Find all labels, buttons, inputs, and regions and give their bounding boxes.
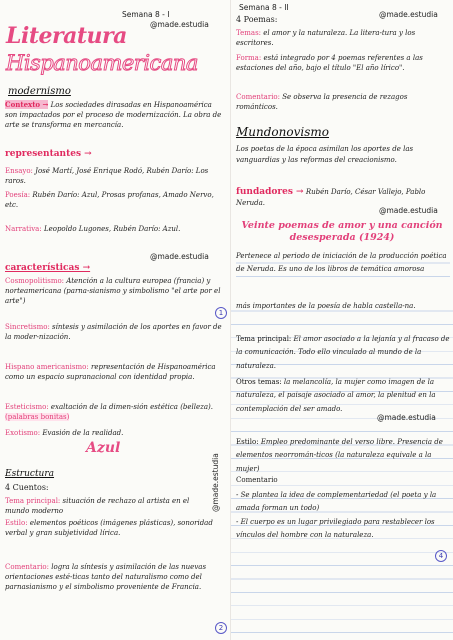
intro-continued: más importantes de la poesía de habla castella-na.	[236, 302, 416, 310]
watermark-vertical: @made.estudia	[211, 453, 220, 512]
poesia-block	[5, 190, 223, 210]
cuentos-label: 4 Cuentos:	[5, 483, 49, 492]
page-number-1: 1	[215, 307, 227, 319]
veinte-poemas-heading: Veinte poemas de amor y una canción desesperada (1924)	[241, 220, 443, 243]
narrativa-label: Narrativa:	[5, 225, 42, 233]
tema-principal-label: Tema principal:	[236, 335, 292, 343]
comentario-label: Comentario:	[5, 563, 50, 571]
watermark-3: @made.estudia	[379, 10, 438, 19]
notes-page-1	[0, 0, 230, 322]
otros-temas-text: la melancolía, la mujer como imagen de la naturaleza, el paisaje asociado al amor, la plenitud en la contemplación del ser amado.	[236, 378, 436, 413]
cosmopolitismo-label: Cosmopolitismo:	[5, 277, 65, 285]
contexto-block	[5, 100, 223, 130]
week-label: Semana 8 - I	[122, 10, 170, 19]
esteticismo-block	[5, 402, 223, 422]
temas-text: el amor y la naturaleza. La litera-tura y los escritores.	[236, 29, 416, 47]
hispanoamericanismo-block	[5, 362, 223, 382]
week-label-2: Semana 8 - II	[239, 3, 289, 12]
mundonovismo-text: Los poetas de la época asimilan los aportes de las vanguardias y las reformas del creacionismo.	[236, 145, 414, 164]
estilo-block	[5, 518, 215, 538]
notes-page-3	[231, 0, 453, 298]
poesia-text: Rubén Darío: Azul, Prosas profanas, Amado Nervo, etc.	[5, 191, 214, 209]
notes-page-2	[0, 322, 230, 640]
exotismo-block	[5, 428, 223, 438]
contexto-label: Contexto →	[5, 100, 49, 109]
esteticismo-note: (palabras bonitas)	[5, 413, 70, 421]
sincretismo-label: Sincretismo:	[5, 323, 50, 331]
representantes-heading: representantes →	[5, 149, 92, 159]
esteticismo-text: exaltación de la dimen-sión estética (belleza).	[50, 403, 213, 411]
veinte-poemas-intro: Pertenece al periodo de iniciación de la producción poética de Neruda. Es uno de los libros de temática amorosa	[236, 250, 450, 277]
comentario-3-label: Comentario:	[236, 93, 281, 101]
comentario-bullet-1: - Se plantea la idea de complementariedad (el poeta y la amada forman un todo)	[236, 491, 437, 513]
cosmopolitismo-block	[5, 276, 221, 306]
esteticismo-label: Esteticismo:	[5, 403, 49, 411]
contexto-text: Los sociedades dirasadas en Hispanoamérica son impactados por el proceso de modernización. La obra de arte se transforma en mercancía.	[5, 101, 222, 129]
section-heading-mundonovismo: Mundonovismo	[236, 125, 329, 139]
notes-page-4	[231, 298, 453, 640]
exotismo-text: Evasión de la realidad.	[42, 429, 124, 437]
watermark: @made.estudia	[150, 20, 209, 29]
fundadores-label: fundadores →	[236, 187, 304, 197]
cosmopolitismo-text: Atención a la cultura europea (francia) y norteamericana (parna-sianismo y simbolismo "el arte por el arte")	[5, 277, 221, 305]
temas-block	[236, 28, 448, 48]
sincretismo-block	[5, 322, 223, 342]
page-title-line1: Literatura	[6, 23, 127, 49]
narrativa-block	[5, 224, 223, 234]
hispanoamericanismo-text: representación de Hispanoamérica como un espacio supranacional con identidad propia.	[5, 363, 216, 381]
comentario-3-text: Se observa la presencia de rezagos románticos.	[236, 93, 408, 111]
forma-label: Forma:	[236, 54, 262, 62]
fundadores-text: Rubén Darío, César Vallejo, Pablo Neruda.	[236, 188, 426, 207]
page-number-2: 2	[215, 622, 227, 634]
tema-label: Tema principal:	[5, 497, 61, 505]
ensayo-block	[5, 166, 223, 186]
estilo-4-label: Estilo:	[236, 438, 259, 446]
comentario-4-label: Comentario	[236, 476, 278, 484]
estilo-4-block	[236, 436, 450, 476]
watermark-5: @made.estudia	[377, 413, 436, 422]
tema-principal-block	[236, 333, 450, 373]
estilo-4-text: Empleo predominante del verso libre. Presencia de elementos neorromán-ticos (la naturaleza equivale a la mujer)	[236, 438, 443, 473]
poesia-label: Poesía:	[5, 191, 31, 199]
estructura-heading: Estructura	[5, 469, 55, 479]
ensayo-label: Ensayo:	[5, 167, 33, 175]
tema-block	[5, 496, 215, 516]
poemas-label: 4 Poemas:	[236, 15, 278, 24]
comentario-block	[5, 562, 217, 592]
exotismo-label: Exotismo:	[5, 429, 41, 437]
watermark-2: @made.estudia	[150, 252, 209, 261]
sincretismo-text: síntesis y asimilación de los aportes en favor de la moder-nización.	[5, 323, 222, 341]
watermark-4: @made.estudia	[379, 206, 438, 215]
tema-principal-text: El amor asociado a la lejanía y al fracaso de la comunicación. Todo ello vinculado al mundo de la naturaleza.	[236, 335, 450, 370]
estilo-label: Estilo:	[5, 519, 28, 527]
caracteristicas-heading: características →	[5, 263, 91, 273]
narrativa-text: Leopoldo Lugones, Rubén Darío: Azul.	[43, 225, 181, 233]
section-heading-modernismo: modernismo	[8, 86, 71, 97]
comentario-bullet-2: - El cuerpo es un lugar privilegiado para restablecer los vínculos del hombre con la naturaleza.	[236, 518, 435, 540]
page-number-4: 4	[435, 550, 447, 562]
otros-temas-block	[236, 376, 450, 416]
forma-block	[236, 53, 448, 73]
comentario-3-block	[236, 92, 448, 112]
tema-text: situación de rechazo al artista en el mundo moderno	[5, 497, 190, 515]
temas-label: Temas:	[236, 29, 262, 37]
page-title-line2: Hispanoamericana	[6, 51, 198, 75]
hispanoamericanismo-label: Hispano americanismo:	[5, 363, 89, 371]
forma-text: está integrado por 4 poemas referentes a las estaciones del año, bajo el título "El año lírico".	[236, 54, 423, 72]
comentario-text: logra la síntesis y asimilación de las nuevas orientaciones esté-ticas tanto del naturalismo como del parnasianismo y el simbolismo proveniente de Francia.	[5, 563, 207, 591]
ensayo-text: José Martí, José Enrique Rodó, Rubén Darío: Los raros.	[5, 167, 209, 185]
otros-temas-label: Otros temas:	[236, 378, 282, 386]
estilo-text: elementos poéticos (imágenes plásticas), sonoridad verbal y gran subjetividad lírica.	[5, 519, 213, 537]
section-heading-azul: Azul	[86, 440, 121, 456]
